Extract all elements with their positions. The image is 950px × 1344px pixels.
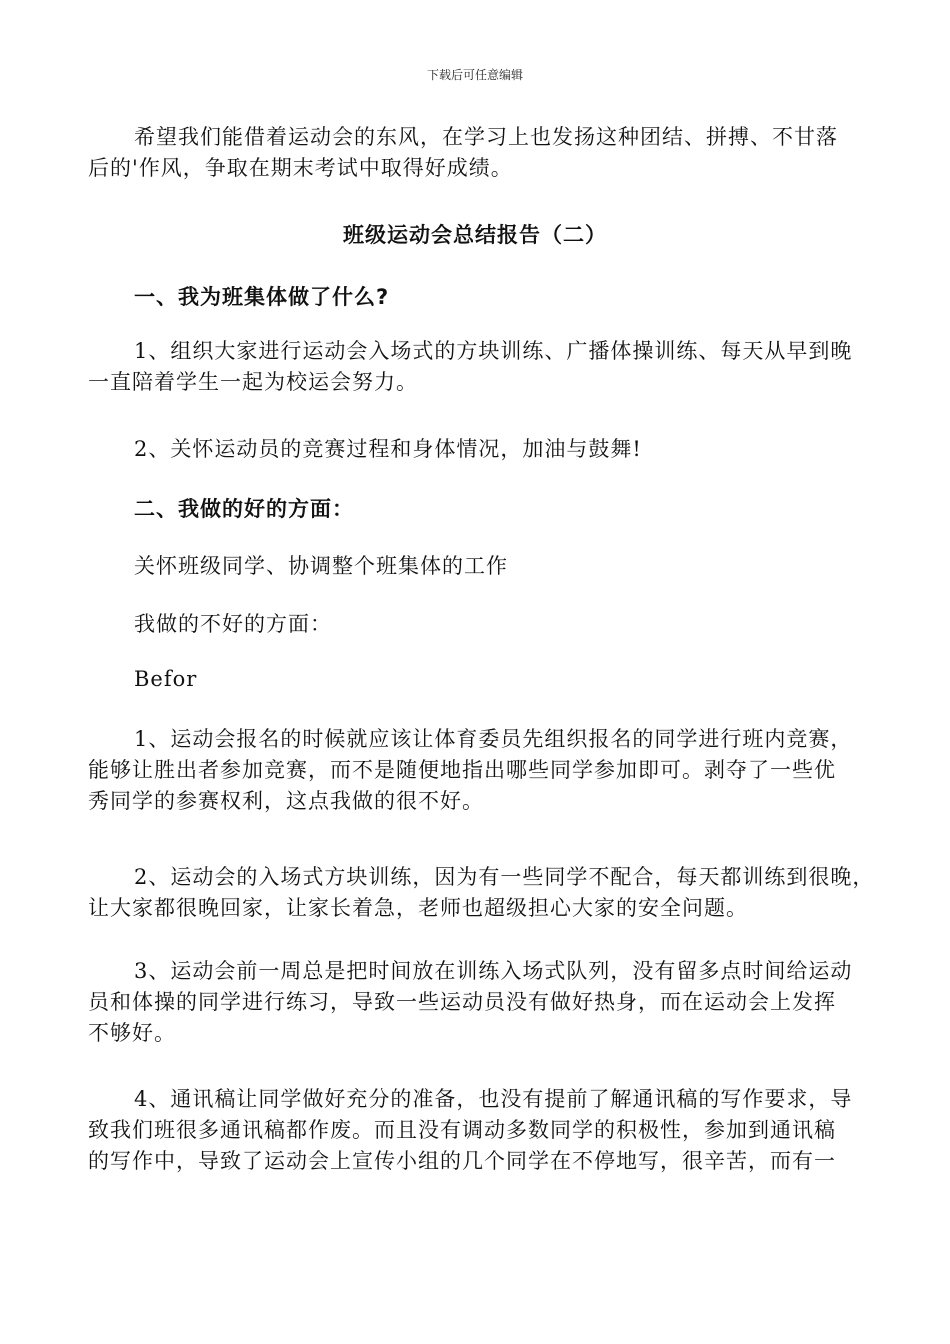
text-line: 一直陪着学生一起为校运会努力。 <box>88 370 418 394</box>
text-line: 2、运动会的入场式方块训练，因为有一些同学不配合，每天都训练到很晚， <box>134 865 875 889</box>
paragraph-bad-4 <box>88 1084 868 1177</box>
text-line: 致我们班很多通讯稿都作废。而且没有调动多数同学的积极性，参加到通讯稿 <box>88 1118 836 1142</box>
page-header: 下载后可任意编辑 <box>426 68 523 82</box>
text-line: 1、组织大家进行运动会入场式的方块训练、广播体操训练、每天从早到晚 <box>134 339 853 363</box>
paragraph-good: 关怀班级同学、协调整个班集体的工作 <box>134 554 508 578</box>
text-line: 让大家都很晚回家，让家长着急，老师也超级担心大家的安全问题。 <box>88 896 748 920</box>
text-line: 后的'作风，争取在期末考试中取得好成绩。 <box>88 156 513 180</box>
section-title: 班级运动会总结报告（二） <box>343 223 607 247</box>
heading-2: 二、我做的好的方面： <box>134 497 354 521</box>
paragraph-bad-3 <box>88 956 868 1049</box>
text-line: 希望我们能借着运动会的东风，在学习上也发扬这种团结、拼搏、不甘落 <box>134 125 838 149</box>
text-line: 秀同学的参赛权利，这点我做的很不好。 <box>88 789 484 813</box>
text-line: 3、运动会前一周总是把时间放在训练入场式队列，没有留多点时间给运动 <box>134 959 853 983</box>
text-line: 能够让胜出者参加竞赛，而不是随便地指出哪些同学参加即可。剥夺了一些优 <box>88 758 836 782</box>
paragraph-intro <box>88 122 868 184</box>
text-line: 员和体操的同学进行练习，导致一些运动员没有做好热身，而在运动会上发挥 <box>88 990 836 1014</box>
heading-1: 一、我为班集体做了什么? <box>134 285 390 309</box>
text-line: 1、运动会报名的时候就应该让体育委员先组织报名的同学进行班内竞赛， <box>134 727 853 751</box>
paragraph-item-1 <box>88 336 868 398</box>
paragraph-bad-1 <box>88 724 868 817</box>
paragraph-bad-heading: 我做的不好的方面： <box>134 612 332 636</box>
text-line: 4、通讯稿让同学做好充分的准备，也没有提前了解通讯稿的写作要求，导 <box>134 1087 853 1111</box>
paragraph-befor: Befor <box>134 667 198 691</box>
paragraph-bad-2 <box>88 862 875 924</box>
text-line: 不够好。 <box>88 1021 176 1045</box>
paragraph-item-2: 2、关怀运动员的竞赛过程和身体情况，加油与鼓舞! <box>134 437 642 461</box>
text-line: 的写作中，导致了运动会上宣传小组的几个同学在不停地写，很辛苦，而有一 <box>88 1149 836 1173</box>
